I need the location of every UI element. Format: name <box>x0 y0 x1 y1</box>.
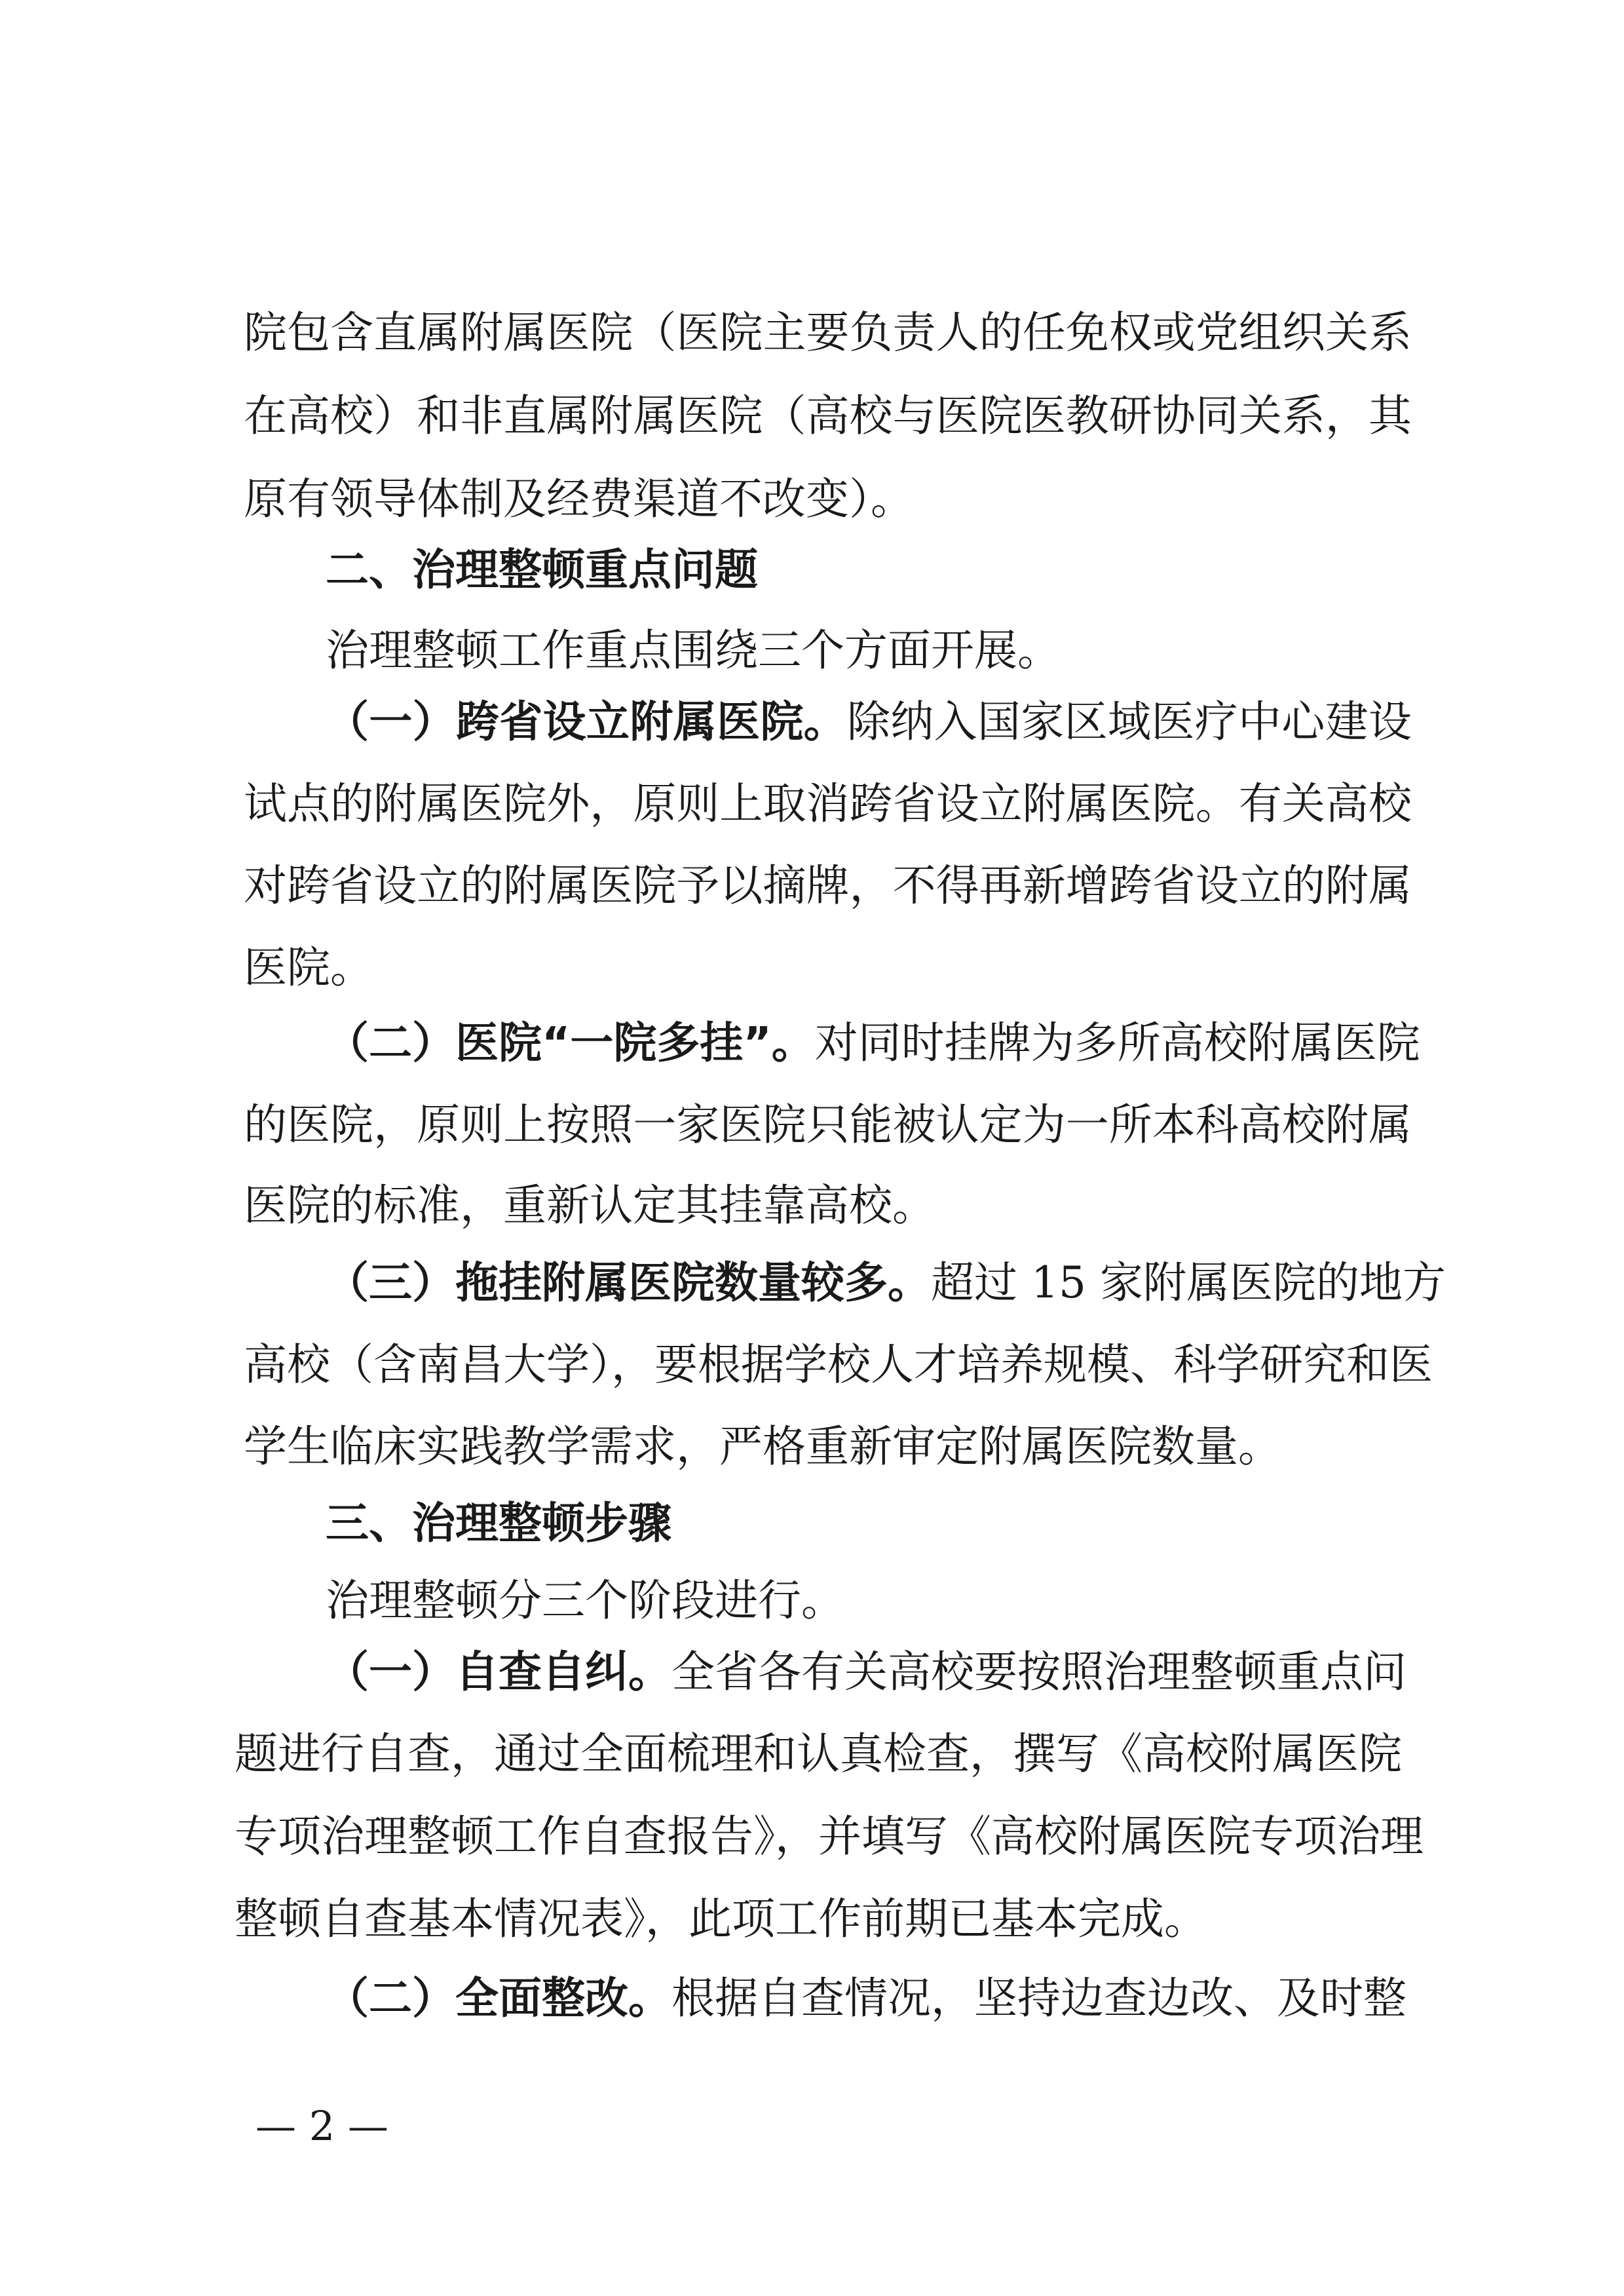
paragraph-line <box>326 1575 844 1627</box>
line-content: 全省各有关高校要按照治理整顿重点问 <box>671 1647 1407 1697</box>
line-text <box>244 860 1412 912</box>
paragraph-line <box>326 1257 1446 1309</box>
line-content: 整顿自查基本情况表》，此项工作前期已基本完成。 <box>235 1894 1207 1944</box>
line-content: 二、治理整顿重点问题 <box>326 545 758 595</box>
paragraph-line <box>244 390 1412 442</box>
line-content: 对同时挂牌为多所高校附属医院 <box>814 1018 1420 1068</box>
subsection-title: （二）医院“一院多挂”。 <box>326 1018 815 1068</box>
line-content: 原有领导体制及经费渠道不改变）。 <box>244 474 914 524</box>
paragraph-line <box>326 1646 1407 1698</box>
line-text <box>244 1179 943 1232</box>
paragraph-line <box>244 942 373 994</box>
line-content: 医院的标准，重新认定其挂靠高校。 <box>244 1180 935 1231</box>
line-content: 超过 15 家附属医院的地方 <box>931 1257 1446 1308</box>
paragraph-line <box>244 1099 1412 1151</box>
line-content: 治理整顿工作重点围绕三个方面开展。 <box>326 625 1061 676</box>
paragraph-line <box>244 1339 1433 1391</box>
line-text <box>326 1646 1407 1698</box>
subsection-title: （二）全面整改。 <box>326 1973 671 2023</box>
line-content: 院包含直属附属医院（医院主要负责人的任免权或党组织关系 <box>244 307 1412 358</box>
line-content: 在高校）和非直属附属医院（高校与医院医教研协同关系，其 <box>244 391 1412 441</box>
paragraph-line <box>235 1893 1207 1945</box>
line-text <box>244 1099 1412 1151</box>
line-text <box>244 390 1412 442</box>
line-text <box>326 1257 1446 1309</box>
paragraph-line <box>244 307 1412 359</box>
line-content: 题进行自查，通过全面梳理和认真检查，撰写《高校附属医院 <box>235 1729 1402 1779</box>
paragraph-line <box>326 696 1412 748</box>
line-content: 高校（含南昌大学），要根据学校人才培养规模、科学研究和医 <box>244 1339 1433 1390</box>
section-heading <box>326 544 760 596</box>
line-content: 的医院，原则上按照一家医院只能被认定为一所本科高校附属 <box>244 1100 1412 1150</box>
line-content: 根据自查情况，坚持边查边改、及时整 <box>671 1973 1407 2023</box>
line-text <box>244 942 373 994</box>
line-content: 试点的附属医院外，原则上取消跨省设立附属医院。有关高校 <box>244 778 1412 829</box>
subsection-title: （一）跨省设立附属医院。 <box>326 697 847 747</box>
line-content: 除纳入国家区域医疗中心建设 <box>847 697 1412 747</box>
line-text <box>244 778 1412 830</box>
line-content: 治理整顿分三个阶段进行。 <box>326 1575 844 1626</box>
subsection-title: （一）自查自纠。 <box>326 1647 671 1697</box>
paragraph-line <box>244 778 1412 830</box>
line-text <box>326 696 1412 748</box>
paragraph-line <box>244 1421 1281 1473</box>
paragraph-line <box>326 1017 1420 1069</box>
line-text <box>244 473 914 526</box>
paragraph-line <box>235 1810 1424 1863</box>
line-text <box>326 624 1061 677</box>
line-text <box>326 1017 1420 1069</box>
line-text <box>326 1497 671 1550</box>
line-content: 专项治理整顿工作自查报告》，并填写《高校附属医院专项治理 <box>235 1811 1424 1862</box>
line-text <box>244 1339 1433 1391</box>
paragraph-line <box>326 624 1061 677</box>
paragraph-line <box>244 860 1412 912</box>
line-content: 对跨省设立的附属医院予以摘牌，不得再新增跨省设立的附属 <box>244 860 1412 911</box>
paragraph-line <box>235 1728 1402 1780</box>
line-text <box>244 1421 1281 1473</box>
page-number: — 2 — <box>255 2102 388 2150</box>
line-text <box>326 1972 1407 2025</box>
line-text <box>326 544 760 596</box>
section-heading <box>326 1497 671 1550</box>
line-content: 学生临床实践教学需求，严格重新审定附属医院数量。 <box>244 1421 1281 1472</box>
paragraph-line <box>244 1179 943 1232</box>
line-text <box>244 307 1412 359</box>
line-text <box>235 1728 1402 1780</box>
line-text <box>235 1810 1424 1863</box>
line-text <box>235 1893 1207 1945</box>
line-text <box>326 1575 844 1627</box>
line-content: 三、治理整顿步骤 <box>326 1498 671 1548</box>
paragraph-line <box>326 1972 1407 2025</box>
subsection-title: （三）拖挂附属医院数量较多。 <box>326 1257 931 1308</box>
paragraph-line <box>244 473 914 526</box>
line-content: 医院。 <box>244 942 373 993</box>
